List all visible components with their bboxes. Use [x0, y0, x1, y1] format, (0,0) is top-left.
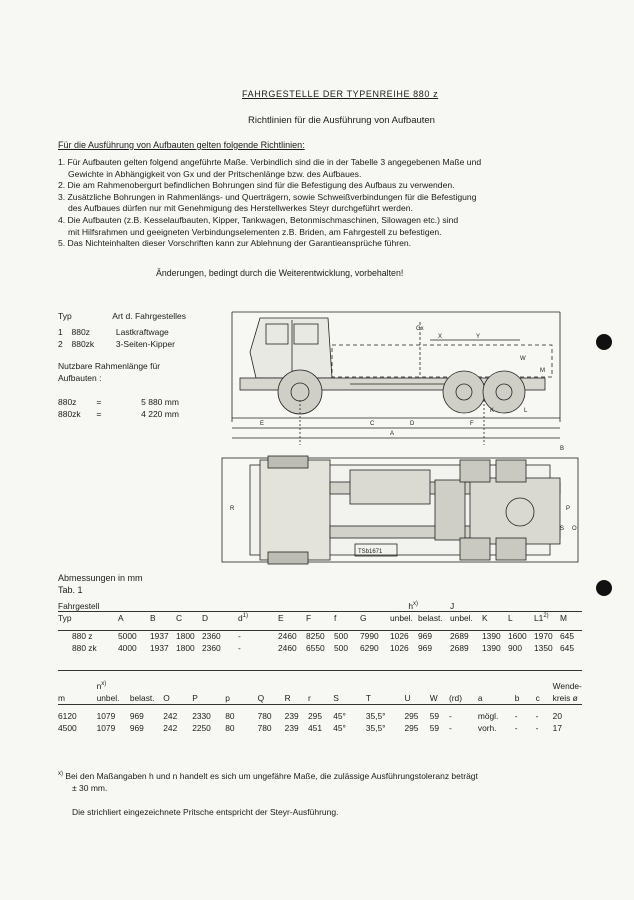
column-header: K: [482, 613, 488, 623]
column-header: (rd): [448, 693, 463, 703]
table-cell: 35,5°: [365, 723, 386, 733]
intro-text: Für die Ausführung von Aufbauten gelten folgende Richtlinien:: [58, 140, 305, 150]
table-cell: 1026: [390, 643, 409, 653]
column-header: kreis ø: [552, 693, 578, 703]
table-cell: 1079: [96, 723, 116, 733]
table-cell: 2330: [192, 711, 211, 721]
column-header: T: [365, 693, 371, 703]
column-header: E: [278, 613, 284, 623]
footnote-line: Die strichliert eingezeichnete Pritsche entspricht der Steyr-Ausführung.: [72, 806, 339, 817]
table-cell: 239: [284, 711, 299, 721]
table-cell: 6120: [58, 711, 77, 721]
table-divider: [58, 704, 582, 705]
table-cell: 295: [404, 723, 419, 733]
column-header: L1: [534, 613, 544, 623]
wende-label: Wende-: [552, 681, 582, 691]
column-header: belast.: [129, 693, 155, 703]
type-block: [58, 310, 186, 420]
dim-label-y: Y: [476, 334, 481, 340]
table-cell: 969: [129, 711, 144, 721]
column-header: C: [176, 613, 183, 623]
dim-label-l: L: [524, 408, 528, 414]
rule-line: 1. Für Aufbauten gelten folgend angeführte Maße. Verbindlich sind die in der Tabelle 3 angegebenen Maße und: [58, 157, 482, 167]
table-cell: 2689: [450, 643, 469, 653]
table-cell: 969: [418, 643, 432, 653]
table-cell: -: [514, 711, 518, 721]
column-header: F: [306, 613, 312, 623]
table-cell: 2460: [278, 631, 297, 641]
dim-label-x: X: [438, 334, 443, 340]
column-header: unbel.: [390, 613, 413, 623]
dim-label-e: E: [260, 421, 265, 427]
table-header-row: [58, 612, 582, 624]
table-cell: 2360: [202, 643, 221, 653]
n-column-label: n: [96, 681, 102, 691]
table-cell: 500: [334, 631, 348, 641]
table-cell: 239: [284, 723, 299, 733]
table-cell: 1937: [150, 643, 169, 653]
table-cell: 295: [308, 711, 322, 721]
table-cell: -: [535, 711, 539, 721]
length-eq: =: [96, 397, 102, 407]
column-header: unbel.: [450, 613, 473, 623]
length-typ: 880z: [58, 397, 77, 407]
dim-label-f: F: [470, 421, 474, 427]
table-cell: -: [238, 631, 241, 641]
column-header: D: [202, 613, 209, 623]
type-row-typ: 880z: [71, 327, 90, 337]
table-cell: 1600: [508, 631, 527, 641]
table-caption-line: Abmessungen in mm: [58, 573, 143, 583]
type-row-num: 1: [58, 327, 63, 337]
table-cell: 1079: [96, 711, 116, 721]
table-cell: 35,5°: [365, 711, 386, 721]
column-header: L: [508, 613, 513, 623]
column-header: M: [560, 613, 567, 623]
page-title: FAHRGESTELLE DER TYPENREIHE 880 z: [242, 89, 439, 99]
column-header: U: [404, 693, 411, 703]
column-header: Q: [257, 693, 265, 703]
table-cell: -: [514, 723, 518, 733]
rule-line: 4. Die Aufbauten (z.B. Kesselaufbauten, Kipper, Tankwagen, Betonmischmaschinen, Silowagen etc.) sind: [58, 214, 459, 225]
rule-line: 2. Die am Rahmenobergurt befindlichen Bohrungen sind für die Befestigung des Aufbaus zu verwenden.: [58, 180, 455, 191]
column-header: belast.: [418, 613, 443, 623]
table-cell: 17: [552, 723, 562, 733]
table-cell: 59: [429, 723, 440, 733]
j-column-label: J: [450, 601, 455, 611]
rules-list: [58, 157, 578, 250]
table-cell: 1390: [482, 643, 501, 653]
dimensions-table-1: [58, 600, 582, 654]
type-row-art: Lastkraftwage: [115, 327, 169, 337]
table-cell: -: [448, 723, 452, 733]
type-row-num: 2: [58, 339, 63, 349]
punch-hole-dot: [596, 334, 612, 350]
table-row: [58, 710, 582, 722]
table-row: [58, 642, 582, 654]
art-column-header: Art d. Fahrgestelles: [112, 311, 186, 321]
table-cell: 80: [225, 723, 235, 733]
table-cell: 242: [163, 723, 178, 733]
table-cell: 6550: [306, 643, 325, 653]
table-cell: 6290: [360, 643, 379, 653]
table-header-row: [58, 692, 582, 704]
table-cell: 295: [404, 711, 419, 721]
column-header: G: [360, 613, 367, 623]
table-cell: 2250: [192, 723, 211, 733]
table-divider: [58, 670, 582, 671]
length-typ: 880zk: [58, 409, 81, 419]
footnote-line: Bei den Maßangaben h und n handelt es sich um ungefähre Maße, die zulässige Ausführungstoleranz beträgt: [65, 770, 478, 781]
table-group-label: Fahrgestell: [58, 601, 100, 611]
table-cell: 1800: [176, 631, 195, 641]
table-cell: -: [448, 711, 452, 721]
drawing-stamp: TSb1671: [358, 549, 383, 555]
table-cell: 45°: [333, 723, 346, 733]
type-row-typ: 880zk: [71, 339, 95, 349]
rule-line: mit Hilfsrahmen und geeigneten Verbindungselementen z.B. Briden, am Fahrgestell zu befestigen.: [68, 226, 442, 237]
footnote-line: ± 30 mm.: [72, 782, 108, 793]
column-header: m: [58, 693, 65, 703]
dim-label-k: K: [490, 408, 495, 414]
table-cell: 900: [508, 643, 522, 653]
length-value: 4 220 mm: [141, 409, 179, 419]
column-header: A: [118, 613, 124, 623]
table-cell: 8250: [306, 631, 325, 641]
h-column-label: h: [408, 601, 413, 611]
punch-hole-dot: [596, 580, 612, 596]
column-header: Typ: [58, 613, 72, 623]
dimensions-table-2: [58, 680, 582, 734]
d-footnote-mark: 1): [242, 613, 249, 620]
table-caption: [58, 572, 143, 596]
dim-label-gx: Gx: [416, 326, 424, 332]
dim-label-c: C: [370, 421, 375, 427]
dim-label-d: D: [410, 421, 415, 427]
table-cell: 59: [429, 711, 440, 721]
dim-label-a: A: [390, 431, 395, 437]
column-header: c: [535, 693, 540, 703]
table-cell: 7990: [360, 631, 379, 641]
column-header: R: [284, 693, 291, 703]
column-header: O: [163, 693, 170, 703]
table-cell: 500: [334, 643, 348, 653]
table-cell: 2360: [202, 631, 221, 641]
column-header: r: [308, 693, 311, 703]
table-cell: 242: [163, 711, 178, 721]
table-cell: 780: [257, 723, 272, 733]
dim-label-p: P: [566, 506, 571, 512]
table-caption-line: Tab. 1: [58, 585, 83, 595]
dim-label-b: B: [560, 446, 565, 452]
h-footnote-mark: x): [413, 601, 418, 608]
column-header: d: [238, 613, 243, 623]
l1-footnote-mark: 2): [543, 613, 549, 620]
column-header: p: [225, 693, 230, 703]
table-row: [58, 630, 582, 642]
table-cell: -: [535, 723, 539, 733]
rule-line: 3. Zusätzliche Bohrungen in Rahmenlängs- und Querträgern, sowie Schweißverbindungen für die Befestigung: [58, 191, 477, 202]
dim-label-r: R: [230, 506, 235, 512]
table-cell: mögl.: [477, 711, 499, 721]
table-row: [58, 722, 582, 734]
column-header: unbel.: [96, 693, 120, 703]
table-cell: 645: [560, 631, 574, 641]
column-header: b: [514, 693, 520, 703]
type-row-art: 3-Seiten-Kipper: [115, 339, 175, 349]
usable-length-label: Aufbauten :: [58, 373, 102, 383]
length-eq: =: [96, 409, 102, 419]
column-header: f: [334, 613, 337, 623]
table-cell: -: [238, 643, 241, 653]
table-cell: 1350: [534, 643, 553, 653]
table-cell: 4500: [58, 723, 77, 733]
page-subtitle: Richtlinien für die Ausführung von Aufbauten: [248, 115, 435, 126]
table-cell: 1970: [534, 631, 553, 641]
table-cell: 2460: [278, 643, 297, 653]
table-cell: 5000: [118, 631, 137, 641]
column-header: B: [150, 613, 156, 623]
table-cell: 1800: [176, 643, 195, 653]
dim-label-o: O: [572, 526, 577, 532]
chassis-drawing: [220, 300, 582, 568]
table-cell: 451: [308, 723, 322, 733]
table-cell: 2689: [450, 631, 469, 641]
table-cell: 969: [129, 723, 144, 733]
column-header: a: [477, 693, 483, 703]
changes-note: Änderungen, bedingt durch die Weiterentwicklung, vorbehalten!: [156, 268, 404, 278]
usable-length-label: Nutzbare Rahmenlänge für: [58, 361, 161, 371]
column-header: P: [192, 693, 198, 703]
type-column-header: Typ: [58, 311, 72, 321]
table-cell: 645: [560, 643, 574, 653]
table-cell: vorh.: [477, 723, 497, 733]
rule-line: des Aufbaues dürfen nur mit Genehmigung des Herstellwerkes Steyr durchgeführt werden.: [68, 203, 413, 214]
table-cell: 780: [257, 711, 272, 721]
table-cell: 1026: [390, 631, 409, 641]
rule-line: 5. Das Nichteinhalten dieser Vorschriften kann zur Ablehnung der Garantieansprüche führen.: [58, 238, 412, 249]
table-cell: 20: [552, 711, 562, 721]
length-value: 5 880 mm: [141, 397, 179, 407]
table-cell: 1937: [150, 631, 169, 641]
footnote: [58, 768, 478, 818]
table-cell: 880 zk: [72, 643, 97, 653]
table-cell: 969: [418, 631, 432, 641]
dim-label-s: S: [560, 526, 565, 532]
table-cell: 45°: [333, 711, 346, 721]
dim-label-m: M: [540, 368, 545, 374]
table-cell: 80: [225, 711, 235, 721]
footnote-mark: x): [58, 771, 63, 777]
table-cell: 880 z: [72, 631, 93, 641]
n-footnote-mark: x): [101, 681, 107, 688]
rule-line: Gewichte in Abhängigkeit von Gx und der Pritschenlänge bzw. des Aufbaues.: [68, 168, 362, 179]
column-header: S: [333, 693, 339, 703]
table-cell: 1390: [482, 631, 501, 641]
dim-label-w: W: [520, 356, 526, 362]
table-cell: 4000: [118, 643, 137, 653]
column-header: W: [429, 693, 438, 703]
